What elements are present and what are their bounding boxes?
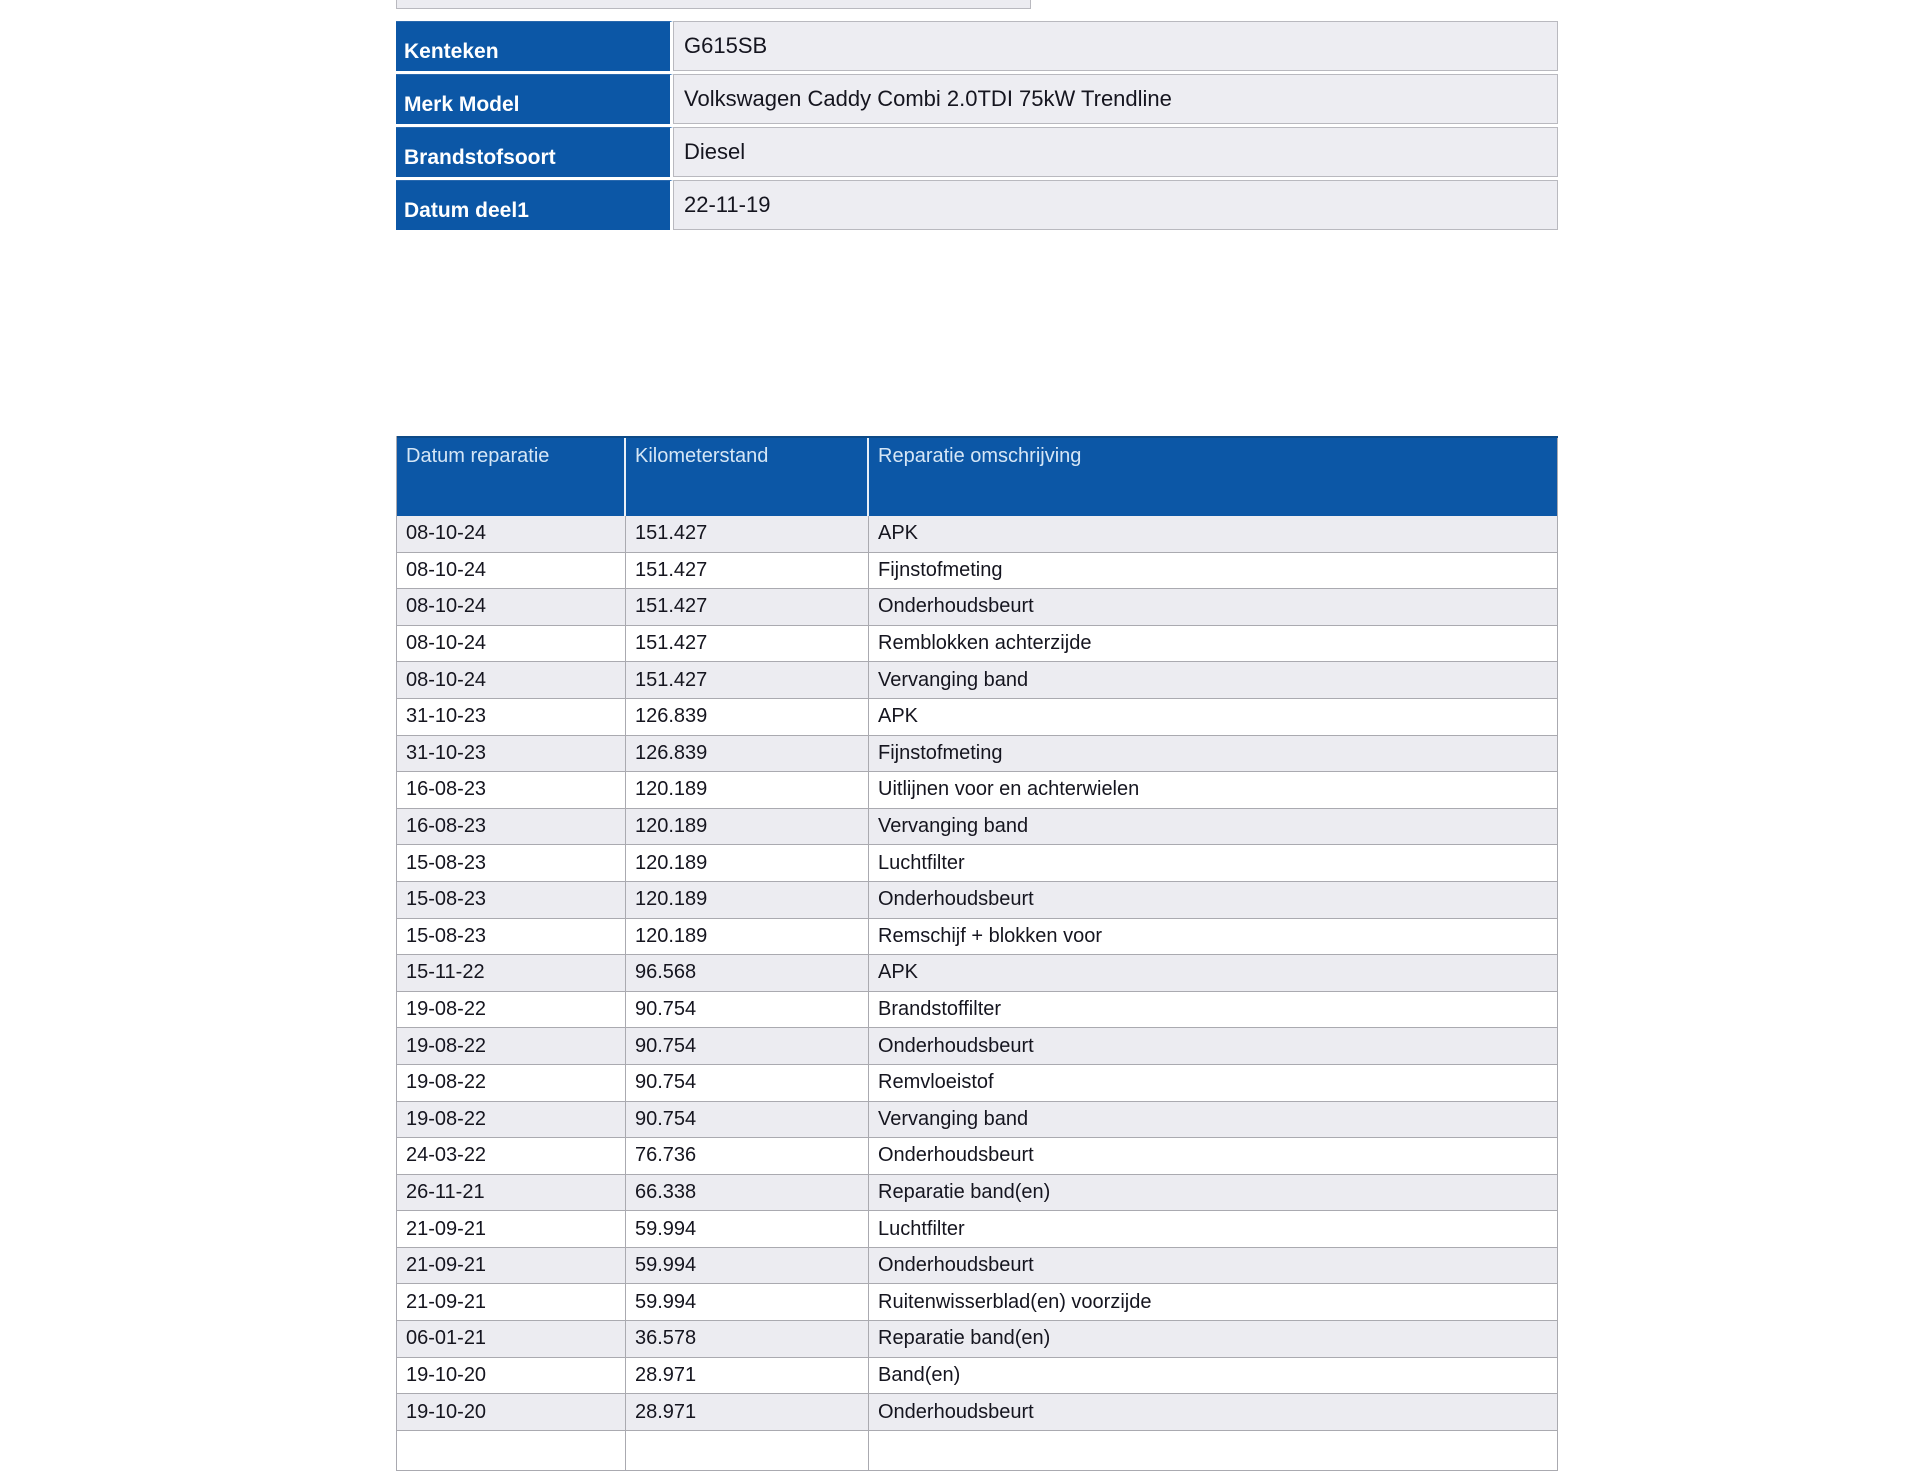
repair-date-cell: 06-01-21	[397, 1321, 626, 1357]
repair-description-cell: Fijnstofmeting	[869, 553, 1558, 589]
table-row	[397, 845, 1558, 882]
kilometerstand-cell: 96.568	[626, 955, 869, 991]
partial-cutoff-row-top	[396, 0, 1031, 9]
table-row	[397, 1358, 1558, 1395]
partial-cutoff-row-bottom	[397, 1431, 1558, 1471]
kilometerstand-cell: 126.839	[626, 736, 869, 772]
repair-date-cell: 31-10-23	[397, 699, 626, 735]
column-header-kilometerstand: Kilometerstand	[626, 438, 869, 516]
repair-date-cell: 21-09-21	[397, 1248, 626, 1284]
repair-description-cell: Onderhoudsbeurt	[869, 1394, 1558, 1430]
kilometerstand-cell: 90.754	[626, 1102, 869, 1138]
kilometerstand-cell: 59.994	[626, 1248, 869, 1284]
repair-description-cell: Vervanging band	[869, 809, 1558, 845]
table-row	[397, 1248, 1558, 1285]
kilometerstand-cell: 90.754	[626, 992, 869, 1028]
column-header-reparatie-omschrijving: Reparatie omschrijving	[869, 438, 1558, 516]
table-row	[397, 1211, 1558, 1248]
repair-description-cell: Reparatie band(en)	[869, 1175, 1558, 1211]
repair-description-cell: Fijnstofmeting	[869, 736, 1558, 772]
vehicle-info-table	[396, 21, 1558, 233]
table-row	[397, 699, 1558, 736]
table-row	[397, 1394, 1558, 1431]
repair-date-cell	[397, 1431, 626, 1470]
table-row	[397, 955, 1558, 992]
info-label: Merk Model	[396, 74, 673, 124]
info-label: Datum deel1	[396, 180, 673, 230]
info-value: 22-11-19	[673, 180, 1558, 230]
table-row	[397, 662, 1558, 699]
table-row	[397, 1138, 1558, 1175]
repair-date-cell: 08-10-24	[397, 662, 626, 698]
table-row	[397, 516, 1558, 553]
kilometerstand-cell: 76.736	[626, 1138, 869, 1174]
info-value: Volkswagen Caddy Combi 2.0TDI 75kW Trendline	[673, 74, 1558, 124]
repair-description-cell: Onderhoudsbeurt	[869, 1028, 1558, 1064]
column-header-datum-reparatie: Datum reparatie	[397, 438, 626, 516]
table-row	[397, 1284, 1558, 1321]
info-value: Diesel	[673, 127, 1558, 177]
repair-date-cell: 15-11-22	[397, 955, 626, 991]
repair-description-cell: Remblokken achterzijde	[869, 626, 1558, 662]
kilometerstand-cell: 28.971	[626, 1394, 869, 1430]
repair-description-cell: Remvloeistof	[869, 1065, 1558, 1101]
table-row	[397, 589, 1558, 626]
kilometerstand-cell: 36.578	[626, 1321, 869, 1357]
repair-description-cell: Onderhoudsbeurt	[869, 1138, 1558, 1174]
repair-description-cell: Vervanging band	[869, 662, 1558, 698]
repair-description-cell: Reparatie band(en)	[869, 1321, 1558, 1357]
kilometerstand-cell: 151.427	[626, 516, 869, 552]
repair-date-cell: 24-03-22	[397, 1138, 626, 1174]
repair-description-cell: Luchtfilter	[869, 845, 1558, 881]
kilometerstand-cell: 126.839	[626, 699, 869, 735]
repair-description-cell: Uitlijnen voor en achterwielen	[869, 772, 1558, 808]
kilometerstand-cell: 28.971	[626, 1358, 869, 1394]
kilometerstand-cell: 59.994	[626, 1284, 869, 1320]
repair-date-cell: 15-08-23	[397, 845, 626, 881]
repair-date-cell: 19-08-22	[397, 992, 626, 1028]
table-row	[397, 1028, 1558, 1065]
table-row	[397, 1321, 1558, 1358]
kilometerstand-cell: 59.994	[626, 1211, 869, 1247]
repair-date-cell: 19-08-22	[397, 1028, 626, 1064]
table-row	[397, 919, 1558, 956]
kilometerstand-cell: 120.189	[626, 919, 869, 955]
kilometerstand-cell: 90.754	[626, 1065, 869, 1101]
repair-date-cell: 15-08-23	[397, 919, 626, 955]
table-row	[397, 1175, 1558, 1212]
repair-date-cell: 16-08-23	[397, 772, 626, 808]
kilometerstand-cell: 151.427	[626, 589, 869, 625]
repair-date-cell: 08-10-24	[397, 589, 626, 625]
repair-date-cell: 15-08-23	[397, 882, 626, 918]
repair-date-cell: 31-10-23	[397, 736, 626, 772]
repair-description-cell: Vervanging band	[869, 1102, 1558, 1138]
repair-date-cell: 26-11-21	[397, 1175, 626, 1211]
table-row	[397, 882, 1558, 919]
kilometerstand-cell: 66.338	[626, 1175, 869, 1211]
kilometerstand-cell: 120.189	[626, 845, 869, 881]
repair-description-cell: APK	[869, 516, 1558, 552]
table-row	[397, 736, 1558, 773]
repair-description-cell: Luchtfilter	[869, 1211, 1558, 1247]
kilometerstand-cell: 120.189	[626, 809, 869, 845]
repair-date-cell: 21-09-21	[397, 1284, 626, 1320]
repair-description-cell: APK	[869, 955, 1558, 991]
repair-description-cell: Onderhoudsbeurt	[869, 1248, 1558, 1284]
repair-date-cell: 19-10-20	[397, 1358, 626, 1394]
table-row	[397, 626, 1558, 663]
kilometerstand-cell: 151.427	[626, 626, 869, 662]
table-row	[397, 553, 1558, 590]
repair-description-cell: Onderhoudsbeurt	[869, 589, 1558, 625]
kilometerstand-cell: 120.189	[626, 882, 869, 918]
kilometerstand-cell: 90.754	[626, 1028, 869, 1064]
repair-date-cell: 19-08-22	[397, 1065, 626, 1101]
table-row	[397, 992, 1558, 1029]
kilometerstand-cell	[626, 1431, 869, 1470]
repair-date-cell: 08-10-24	[397, 516, 626, 552]
repair-table-header	[397, 436, 1558, 516]
info-label: Brandstofsoort	[396, 127, 673, 177]
repair-date-cell: 19-08-22	[397, 1102, 626, 1138]
repair-description-cell: Remschijf + blokken voor	[869, 919, 1558, 955]
table-row	[397, 772, 1558, 809]
table-row	[397, 1102, 1558, 1139]
table-row	[397, 809, 1558, 846]
table-row	[397, 1065, 1558, 1102]
kilometerstand-cell: 151.427	[626, 662, 869, 698]
info-row	[396, 127, 1558, 177]
repair-date-cell: 08-10-24	[397, 553, 626, 589]
repair-date-cell: 16-08-23	[397, 809, 626, 845]
kilometerstand-cell: 151.427	[626, 553, 869, 589]
repair-date-cell: 08-10-24	[397, 626, 626, 662]
repair-history-table	[396, 436, 1558, 1471]
repair-date-cell: 19-10-20	[397, 1394, 626, 1430]
repair-description-cell	[869, 1431, 1558, 1470]
kilometerstand-cell: 120.189	[626, 772, 869, 808]
repair-description-cell: Band(en)	[869, 1358, 1558, 1394]
repair-description-cell: Onderhoudsbeurt	[869, 882, 1558, 918]
info-value: G615SB	[673, 21, 1558, 71]
repair-description-cell: Brandstoffilter	[869, 992, 1558, 1028]
repair-description-cell: Ruitenwisserblad(en) voorzijde	[869, 1284, 1558, 1320]
info-label: Kenteken	[396, 21, 673, 71]
info-row	[396, 74, 1558, 124]
info-row	[396, 180, 1558, 230]
repair-table-body	[397, 516, 1558, 1431]
repair-date-cell: 21-09-21	[397, 1211, 626, 1247]
info-row	[396, 21, 1558, 71]
repair-description-cell: APK	[869, 699, 1558, 735]
